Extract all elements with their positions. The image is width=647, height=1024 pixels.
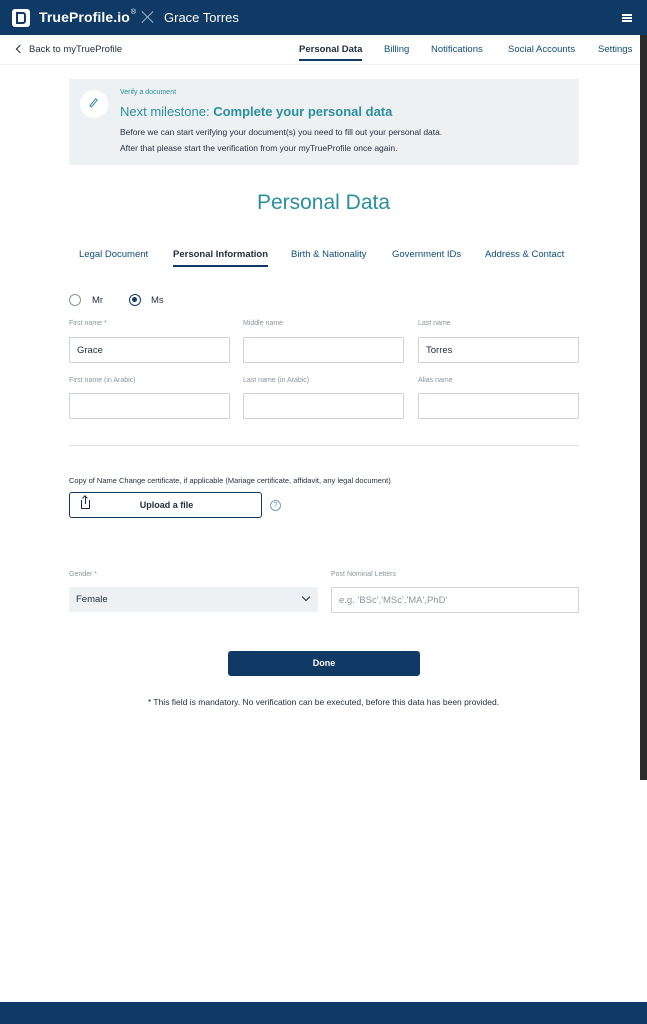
first-name-arabic-field[interactable] xyxy=(69,393,230,419)
tab-billing[interactable]: Billing xyxy=(384,44,410,55)
middle-name-label: Middle name xyxy=(243,320,284,327)
back-link[interactable] xyxy=(17,44,122,55)
separator-cross-icon xyxy=(140,7,156,27)
milestone-kicker: Verify a document xyxy=(120,89,177,96)
last-name-arabic-label: Last name (in Arabic) xyxy=(243,377,310,384)
done-button[interactable]: Done xyxy=(228,651,420,676)
post-nominal-field[interactable] xyxy=(331,587,579,613)
gender-select[interactable]: Female xyxy=(69,587,318,612)
tab-social-accounts[interactable]: Social Accounts xyxy=(508,44,576,55)
user-name: Grace Torres xyxy=(164,10,239,25)
divider xyxy=(69,445,579,446)
footer-bar xyxy=(0,1002,647,1024)
upload-file-label: Upload a file xyxy=(139,500,194,510)
alias-name-label: Alias name xyxy=(418,377,453,384)
radio-ms-dot xyxy=(132,297,137,302)
section-tab-legal-document[interactable]: Legal Document xyxy=(79,249,149,260)
certificate-label: Copy of Name Change certificate, if applicable (Mariage certificate, affidavit, any legal document) xyxy=(69,476,391,485)
brand-name[interactable]: TrueProfile.io® xyxy=(39,9,137,25)
section-tab-government-ids[interactable]: Government IDs xyxy=(392,249,462,260)
radio-mr-label[interactable]: Mr xyxy=(92,295,104,306)
middle-name-field[interactable] xyxy=(243,337,404,363)
alias-name-field[interactable] xyxy=(418,393,579,419)
tab-settings[interactable]: Settings xyxy=(598,44,633,55)
upload-file-button[interactable] xyxy=(69,492,262,518)
radio-mr[interactable] xyxy=(69,294,81,306)
last-name-label: Last name xyxy=(418,320,451,327)
hamburger-menu-icon[interactable] xyxy=(622,14,632,22)
radio-ms[interactable] xyxy=(129,294,141,306)
first-name-label: First name * xyxy=(69,320,107,327)
tab-personal-data[interactable]: Personal Data xyxy=(299,44,363,55)
back-link-label: Back to myTrueProfile xyxy=(29,44,123,55)
section-tab-birth-nationality[interactable]: Birth & Nationality xyxy=(291,249,367,260)
section-tab-personal-information[interactable]: Personal Information xyxy=(173,249,269,260)
post-nominal-label: Post Nominal Letters xyxy=(331,571,396,578)
milestone-text-line-1: Before we can start verifying your document(s) you need to fill out your personal data. xyxy=(120,127,443,137)
radio-ms-label[interactable]: Ms xyxy=(151,295,164,306)
mandatory-note: * This field is mandatory. No verification can be executed, before this data has been provided. xyxy=(147,697,500,707)
top-bar xyxy=(0,0,647,35)
section-tab-address-contact[interactable]: Address & Contact xyxy=(485,249,565,260)
milestone-banner xyxy=(69,79,579,165)
chevron-left-icon xyxy=(16,45,24,53)
first-name-field[interactable] xyxy=(69,337,230,363)
milestone-text-line-2: After that please start the verification from your myTrueProfile once again. xyxy=(120,143,398,153)
gender-label: Gender * xyxy=(69,571,98,578)
last-name-arabic-field[interactable] xyxy=(243,393,404,419)
tab-notifications[interactable]: Notifications xyxy=(431,44,483,55)
milestone-title: Next milestone: Complete your personal data xyxy=(120,104,393,119)
first-name-arabic-label: First name (in Arabic) xyxy=(69,377,136,384)
pencil-icon xyxy=(80,90,108,118)
scrollbar[interactable] xyxy=(640,35,647,780)
trueprofile-logo-icon[interactable] xyxy=(12,9,30,27)
sub-navigation xyxy=(0,35,640,65)
last-name-field[interactable] xyxy=(418,337,579,363)
help-icon[interactable]: ? xyxy=(270,500,281,511)
page-title: Personal Data xyxy=(256,191,391,214)
